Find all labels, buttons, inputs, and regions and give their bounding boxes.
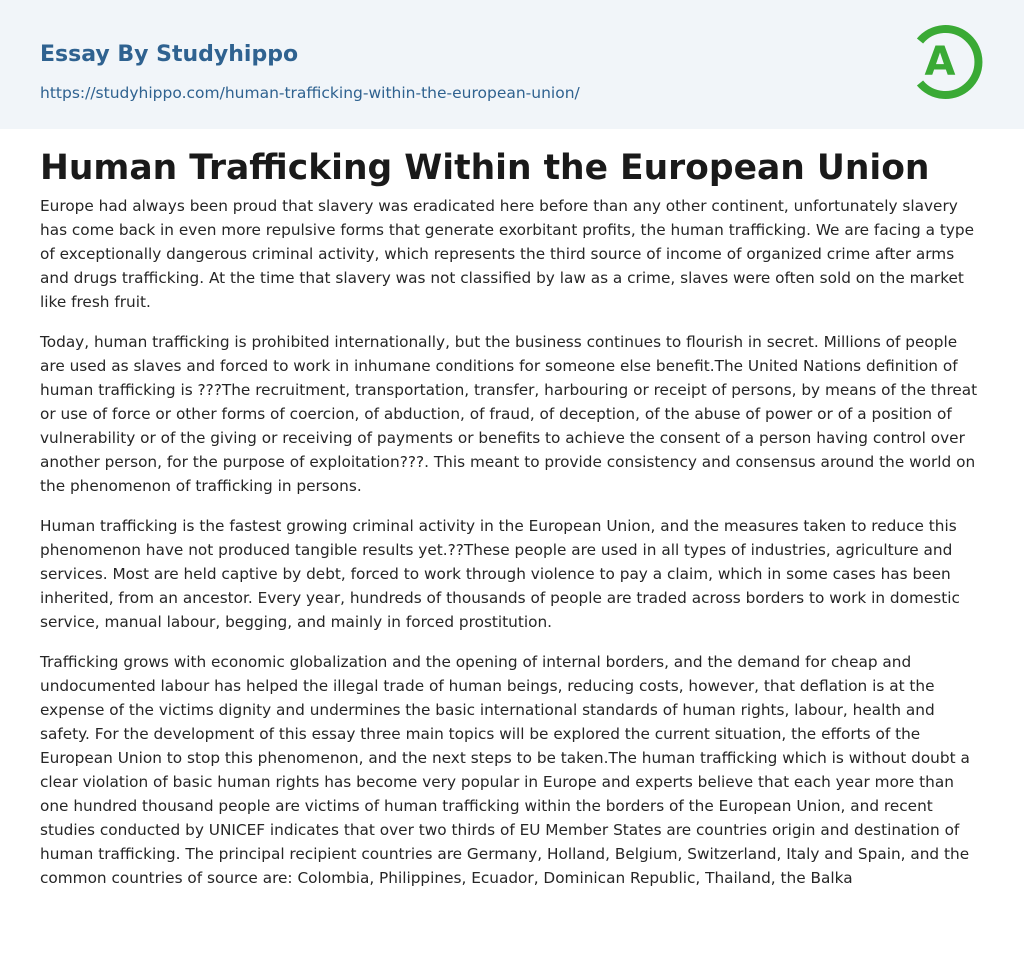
essay-paragraph: Europe had always been proud that slavery was eradicated here before than any other continent, unfortunately slavery has come back in even more repulsive forms that generate exorbitant profits, the human trafficking. We are facing a type of exceptionally dangerous criminal activity, which represents the third source of income of organized crime after arms and drugs trafficking. At the time that slavery was not classified by law as a crime, slaves were often sold on the market like fresh fruit. [40, 197, 975, 311]
logo-a-icon [910, 17, 988, 107]
essay-paragraph: Human trafficking is the fastest growing criminal activity in the European Union, and the measures taken to reduce this phenomenon have not produced tangible results yet.??These people are used in all types of industries, agriculture and services. Most are held captive by debt, forced to work through violence to pay a claim, which in some cases has been inherited, from an ancestor. Every year, hundreds of thousands of people are traded across borders to work in domestic service, manual labour, begging, and mainly in forced prostitution. [40, 517, 960, 631]
essay-url-link[interactable]: https://studyhippo.com/human-trafficking-within-the-european-union/ [40, 84, 580, 102]
essay-paragraph: Today, human trafficking is prohibited internationally, but the business continues to flourish in secret. Millions of people are used as slaves and forced to work in inhumane conditions for someone else benefit.The United Nations definition of human trafficking is ???The recruitment, transportation, transfer, harbouring or receipt of persons, by means of the threat or use of force or other forms of coercion, of abduction, of fraud, of deception, of the abuse of power or of a position of vulnerability or of the giving or receiving of payments or benefits to achieve the consent of a person having control over another person, for the purpose of exploitation???. This meant to provide consistency and consensus around the world on the phenomenon of trafficking in persons. [40, 333, 978, 495]
page-title: Human Trafficking Within the European Union [40, 148, 930, 188]
studyhippo-logo[interactable] [910, 17, 988, 107]
logo-letter: A [924, 39, 956, 85]
site-brand[interactable]: Essay By Studyhippo [40, 42, 299, 67]
site-header [0, 0, 1024, 129]
essay-paragraph: Trafficking grows with economic globalization and the opening of internal borders, and the demand for cheap and undocumented labour has helped the illegal trade of human beings, reducing costs, however, that deflation is at the expense of the victims dignity and undermines the basic international standards of human rights, labour, health and safety. For the development of this essay three main topics will be explored the current situation, the efforts of the European Union to stop this phenomenon, and the next steps to be taken.The human trafficking which is without doubt a clear violation of basic human rights has become very popular in Europe and experts believe that each year more than one hundred thousand people are victims of human trafficking within the borders of the European Union, and recent studies conducted by UNICEF indicates that over two thirds of EU Member States are countries origin and destination of human trafficking. The principal recipient countries are Germany, Holland, Belgium, Switzerland, Italy and Spain, and the common countries of source are: Colombia, Philippines, Ecuador, Dominican Republic, Thailand, the Balka [40, 653, 970, 887]
essay-body [40, 194, 984, 906]
